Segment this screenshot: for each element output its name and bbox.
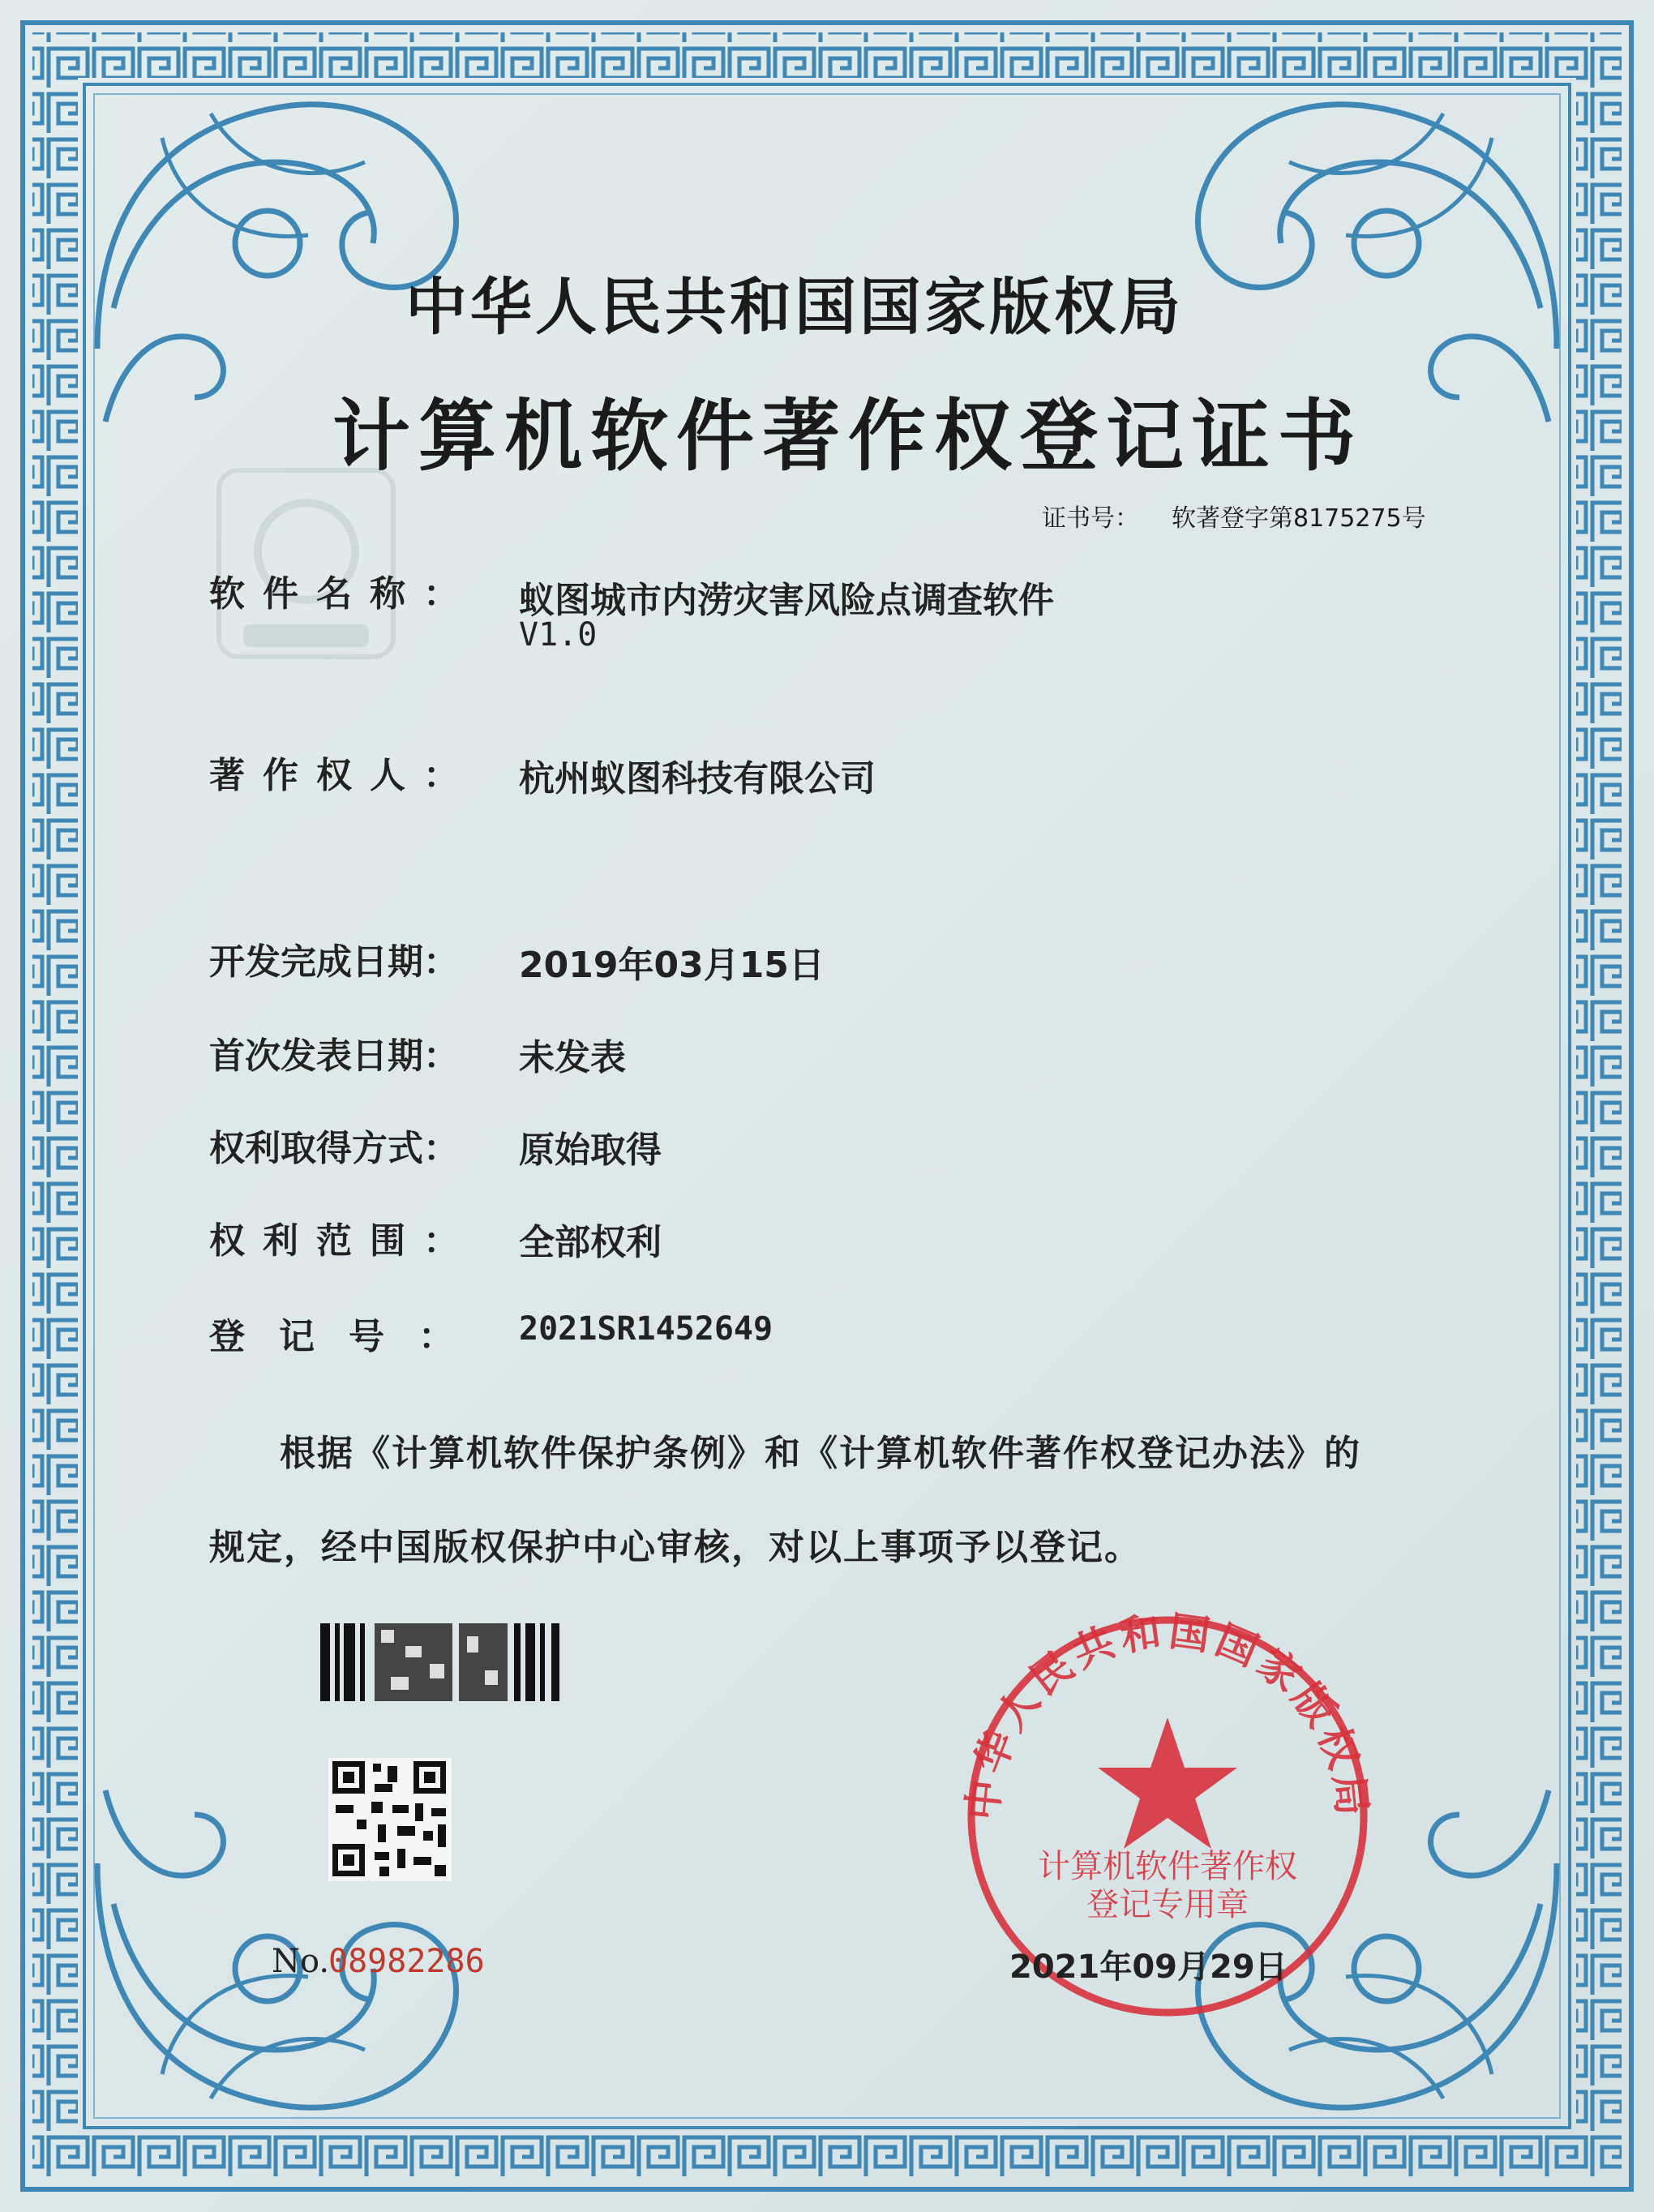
cert-no-value: 软著登字第8175275号 [1172,504,1426,533]
serial-label: No. [272,1943,330,1980]
cert-no-label: 证书号： [1042,504,1139,533]
owner-label: 著作权人： [209,755,477,796]
scope-value: 全部权利 [519,1222,662,1263]
dev-date-value: 2019年03月15日 [519,945,825,986]
scope-label: 权利范围： [209,1220,477,1262]
reg-no-value: 2021SR1452649 [519,1310,773,1348]
seal-arc-text: 中华人民共和国国家版权局 [958,1607,1377,1823]
pub-date-value: 未发表 [519,1037,626,1078]
acquire-value: 原始取得 [519,1130,662,1171]
reg-no-label: 登记号： [209,1316,488,1357]
acquire-label: 权利取得方式： [209,1128,459,1169]
issue-date: 2021年09月29日 [1009,1948,1288,1986]
software-name-value: 蚁图城市内涝灾害风险点调查软件 [519,580,1054,621]
seal-star [1098,1717,1237,1849]
certificate-title: 计算机软件著作权登记证书 [332,391,1364,482]
authority-title: 中华人民共和国国家版权局 [405,271,1184,343]
seal-inner-line-1: 计算机软件著作权 [1038,1848,1297,1885]
software-version: V1.0 [519,616,598,654]
pub-date-label: 首次发表日期： [209,1035,459,1077]
dev-date-label: 开发完成日期： [209,941,459,983]
seal-inner-line-2: 登记专用章 [1086,1886,1249,1923]
statement-line-2: 规定，经中国版权保护中心审核，对以上事项予以登记。 [209,1527,1142,1568]
statement-line-1: 根据《计算机软件保护条例》和《计算机软件著作权登记办法》的 [280,1433,1361,1474]
owner-value: 杭州蚁图科技有限公司 [519,758,876,799]
software-name-label: 软件名称： [209,573,477,615]
serial-number: 08982286 [328,1943,485,1980]
